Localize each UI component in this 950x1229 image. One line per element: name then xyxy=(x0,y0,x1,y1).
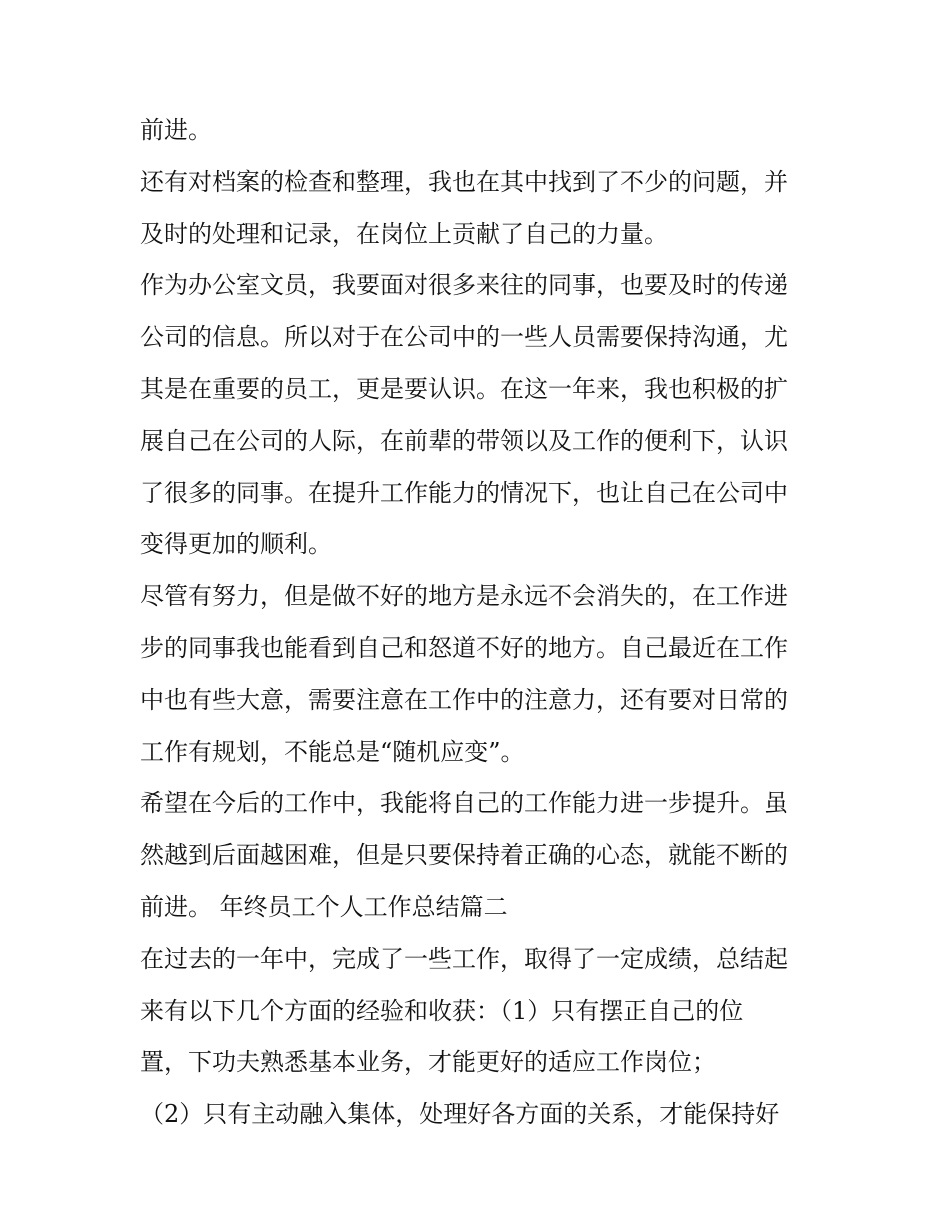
text-line: 然越到后面越困难，但是只要保持着正确的心态，就能不断的 xyxy=(140,841,788,870)
text-line: 前进。 xyxy=(140,116,212,144)
text-line: 尽管有努力，但是做不好的地方是永远不会消失的，在工作进 xyxy=(140,582,788,611)
text-line: 公司的信息。所以对于在公司中的一些人员需要保持沟通，尤 xyxy=(140,323,788,352)
text-line: 工作有规划，不能总是“随机应变”。 xyxy=(140,737,525,766)
text-line: 步的同事我也能看到自己和怒道不好的地方。自己最近在工作 xyxy=(140,633,788,662)
text-line: 置，下功夫熟悉基本业务，才能更好的适应工作岗位； xyxy=(140,1048,716,1077)
text-line: 了很多的同事。在提升工作能力的情况下，也让自己在公司中 xyxy=(140,478,788,507)
text-line: 来有以下几个方面的经验和收获：（1）只有摆正自己的位 xyxy=(140,996,744,1025)
text-line: 在过去的一年中，完成了一些工作，取得了一定成绩，总结起 xyxy=(140,944,788,973)
text-line: 希望在今后的工作中，我能将自己的工作能力进一步提升。虽 xyxy=(140,789,788,818)
document-body xyxy=(140,105,820,1141)
text-line: 还有对档案的检查和整理，我也在其中找到了不少的问题，并 xyxy=(140,167,788,196)
text-line: 展自己在公司的人际，在前辈的带领以及工作的便利下，认识 xyxy=(140,426,788,455)
text-line: 作为办公室文员，我要面对很多来往的同事，也要及时的传递 xyxy=(140,271,788,300)
text-line: 前进。 年终员工个人工作总结篇二 xyxy=(140,892,508,921)
text-line: 其是在重要的员工，更是要认识。在这一年来，我也积极的扩 xyxy=(140,374,788,403)
text-line: 中也有些大意，需要注意在工作中的注意力，还有要对日常的 xyxy=(140,685,788,714)
text-line: 变得更加的顺利。 xyxy=(140,530,332,559)
text-line: （2）只有主动融入集体，处理好各方面的关系，才能保持好 xyxy=(140,1100,780,1129)
text-line: 及时的处理和记录，在岗位上贡献了自己的力量。 xyxy=(140,219,668,248)
